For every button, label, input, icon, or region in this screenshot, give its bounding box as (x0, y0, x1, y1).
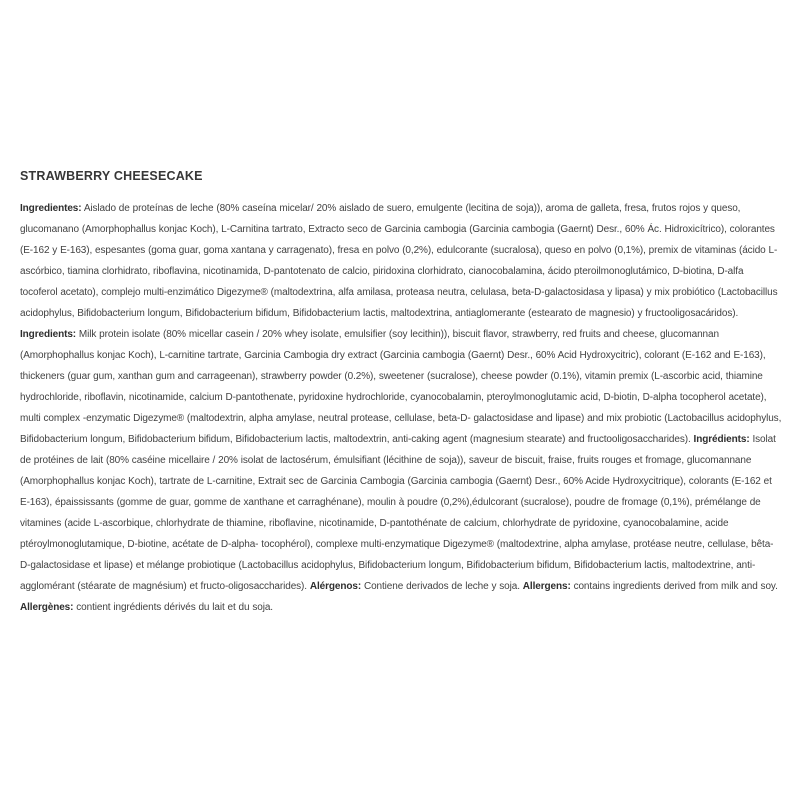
ingredients-paragraph (20, 198, 782, 618)
allergens-text-fr: contient ingrédients dérivés du lait et du soja. (73, 602, 273, 613)
ingredients-heading-en: Ingredients: (20, 329, 77, 340)
ingredients-heading-fr: Ingrédients: (693, 434, 750, 445)
ingredients-heading-es: Ingredientes: (20, 203, 82, 214)
ingredients-text-en: Milk protein isolate (80% micellar casein / 20% whey isolate, emulsifier (soy lecithin)), biscuit flavor, strawberry, red fruits and cheese, glucomannan (Amorphophallus konjac Koch), L-carnitine tartrate, Garcinia Cambogia dry extract (Garcinia cambogia (Gaernt) Desr., 60% Acid Hydroxycitric), colorant (E-162 and E-163), thickeners (guar gum, xanthan gum and carrageenan), strawberry powder (0.2%), sweetener (sucralose), cheese powder (0.1%), vitamin premix (L-ascorbic acid, thiamine hydrochloride, riboflavin, nicotinamide, calcium D-pantothenate, pyridoxine hydrochloride, cyanocobalamin, pteroylmonoglutamic acid, D-biotin, D-alpha tocopherol acetate), multi complex -enzymatic Digezyme® (maltodextrin, alpha amylase, neutral protease, cellulase, beta-D- galactosidase and lipase) and mix probiotic (Lactobacillus acidophylus, Bifidobacterium longum, Bifidobacterium bifidum, Bifidobacterium lactis, maltodextrin, anti-caking agent (magnesium stearate) and fructooligosaccharides). (20, 329, 782, 445)
product-flavor-title: STRAWBERRY CHEESECAKE (20, 169, 203, 183)
allergens-text-es: Contiene derivados de leche y soja. (361, 581, 523, 592)
ingredients-text-es: Aislado de proteínas de leche (80% caseína micelar/ 20% aislado de suero, emulgente (lecitina de soja)), aroma de galleta, fresa, frutos rojos y queso, glucomanano (Amorphophallus konjac Koch), L-Carnitina tartrato, Extracto seco de Garcinia cambogia (Garcinia cambogia (Gaernt) Desr., 60% Ác. Hidroxicítrico), colorantes (E-162 y E-163), espesantes (goma guar, goma xantana y carragenato), fresa en polvo (0,2%), edulcorante (sucralosa), queso en polvo (0,1%), premix de vitaminas (ácido L-ascórbico, tiamina clorhidrato, riboflavina, nicotinamida, D-pantotenato de calcio, piridoxina clorhidrato, cianocobalamina, ácido pteroilmonoglutámico, D-biotina, D-alfa tocoferol acetato), complejo multi-enzimático Digezyme® (maltodextrina, alfa amilasa, proteasa neutra, celulasa, beta-D-galactosidasa y lipasa) y mix probiótico (Lactobacillus acidophylus, Bifidobacterium longum, Bifidobacterium bifidum, Bifidobacterium lactis, maltodextrina, antiaglomerante (estearato de magnesio) y fructooligosacáridos). (20, 203, 778, 319)
allergens-text-en: contains ingredients derived from milk and soy. (570, 581, 778, 592)
allergens-heading-en: Allergens: (522, 581, 571, 592)
allergens-heading-fr: Allergènes: (20, 602, 74, 613)
ingredients-text-fr: Isolat de protéines de lait (80% caséine micellaire / 20% isolat de lactosérum, émulsifiant (lécithine de soja)), saveur de biscuit, fraise, fruits rouges et fromage, glucomannane (Amorphophallus konjac Koch), tartrate de L-carnitine, Extrait sec de Garcinia Cambogia (Garcinia cambogia (Gaernt) Desr., 60% Acide Hydroxycitrique), colorants (E-162 et E-163), épaississants (gomme de guar, gomme de xanthane et carraghénane), moulin à poudre (0,2%),édulcorant (sucralose), poudre de fromage (0,1%), prémélange de vitamines (acide L-ascorbique, chlorhydrate de thiamine, riboflavine, nicotinamide, D-pantothénate de calcium, chlorhydrate de pyridoxine, cyanocobalamine, acide ptéroylmonoglutamique, D-biotine, acétate de D-alpha- tocophérol), complexe multi-enzymatique Digezyme® (maltodextrine, alpha amylase, protéase neutre, cellulase, bêta-D-galactosidase et lipase) et mélange probiotique (Lactobacillus acidophylus, Bifidobacterium longum, Bifidobacterium bifidum, Bifidobacterium lactis, maltodextrine, anti-agglomérant (stéarate de magnésium) et fructo-oligosaccharides). (20, 434, 776, 592)
ingredient-label (20, 170, 782, 618)
allergens-heading-es: Alérgenos: (309, 581, 362, 592)
